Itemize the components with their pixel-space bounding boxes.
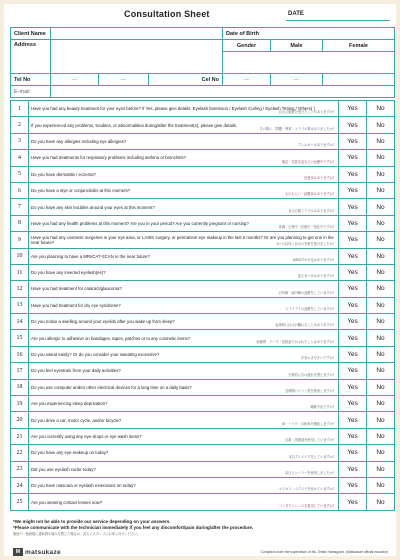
question-number: 8 [11, 215, 29, 231]
question-row [11, 248, 395, 264]
yes-option[interactable]: Yes [339, 379, 367, 395]
question-row [11, 428, 395, 444]
no-option[interactable]: No [367, 264, 395, 280]
yes-option[interactable]: Yes [339, 445, 367, 461]
question-text [29, 428, 339, 444]
question-japanese: 逆さまつげはありますか？ [297, 274, 336, 279]
no-option[interactable]: No [367, 297, 395, 313]
yes-option[interactable]: Yes [339, 150, 367, 166]
question-row [11, 363, 395, 379]
question-number: 14 [11, 314, 29, 330]
question-number: 20 [11, 412, 29, 428]
yes-option[interactable]: Yes [339, 396, 367, 412]
date-of-birth-label: Date of Birth [223, 28, 395, 40]
email-label: E-mail [11, 86, 51, 98]
question-japanese: 喘息・気管支炎などの治療中ですか？ [281, 159, 336, 164]
no-option[interactable]: No [367, 248, 395, 264]
question-row [11, 264, 395, 280]
question-japanese: 睡眠不足ですか？ [310, 405, 336, 410]
logo-mark-icon: M [13, 548, 23, 556]
male-option[interactable]: Male [271, 40, 323, 52]
gender-label: Gender [223, 40, 271, 52]
consultation-sheet [4, 4, 396, 556]
question-text [29, 133, 339, 149]
question-text [29, 150, 339, 166]
cel-dash-2: — [271, 74, 323, 86]
yes-option[interactable]: Yes [339, 412, 367, 428]
question-number: 5 [11, 166, 29, 182]
yes-option[interactable]: Yes [339, 166, 367, 182]
email-field[interactable] [51, 86, 395, 98]
question-text [29, 379, 339, 395]
question-row [11, 232, 395, 248]
question-text [29, 117, 339, 133]
question-japanese: ものもらい・結膜炎はありますか？ [285, 192, 336, 197]
question-japanese: 体調・生理中・妊娠中・授乳中ですか？ [278, 225, 336, 230]
no-option[interactable]: No [367, 477, 395, 493]
yes-option[interactable]: Yes [339, 461, 367, 477]
tel-no-label: Tel No [11, 74, 51, 86]
yes-option[interactable]: Yes [339, 297, 367, 313]
no-option[interactable]: No [367, 445, 395, 461]
question-number: 18 [11, 379, 29, 395]
question-row [11, 330, 395, 346]
question-english: Did you use eyelash curler today? [31, 466, 96, 472]
question-japanese: マスカラ・エクステを付けていますか？ [278, 487, 336, 492]
female-option[interactable]: Female [323, 40, 395, 52]
logo [13, 548, 61, 556]
tel-dash-1: — [51, 74, 99, 86]
question-row [11, 117, 395, 133]
question-number: 9 [11, 232, 29, 248]
question-japanese: 車・バイク・自転車を運転しますか？ [281, 421, 336, 426]
question-row [11, 461, 395, 477]
no-option[interactable]: No [367, 494, 395, 510]
yes-option[interactable]: Yes [339, 281, 367, 297]
yes-option[interactable]: Yes [339, 363, 367, 379]
question-english: Do you use computer and/or other electrical devices for a long time on a daily basis? [31, 384, 192, 390]
question-english: Are you allergic to adhesive on bandages, tapes, patches or to any cosmetic items? [31, 335, 191, 341]
question-number: 1 [11, 101, 29, 117]
question-japanese: 長時間パソコン等を使用しますか？ [285, 389, 336, 394]
yes-option[interactable]: Yes [339, 133, 367, 149]
yes-option[interactable]: Yes [339, 215, 367, 231]
yes-option[interactable]: Yes [339, 477, 367, 493]
question-number: 2 [11, 117, 29, 133]
question-text [29, 264, 339, 280]
question-japanese: 皮膚炎はありますか？ [304, 175, 336, 180]
question-number: 3 [11, 133, 29, 149]
no-option[interactable]: No [367, 379, 395, 395]
question-number: 17 [11, 363, 29, 379]
question-english: Do you notice a swelling around your eyelids after you wake up from sleep? [31, 319, 175, 325]
question-row [11, 182, 395, 198]
question-row [11, 346, 395, 362]
question-japanese: 目元の施術を受けたことがありますか？ [278, 110, 336, 115]
no-option[interactable]: No [367, 150, 395, 166]
question-row [11, 101, 395, 117]
footer-note-3: 施術中・施術後に違和感や痛みを感じた場合は、直ちにスタッフにお申し付けください。 [13, 532, 141, 536]
question-japanese: 日常的に目の疲れを感じますか？ [288, 372, 336, 377]
question-row [11, 150, 395, 166]
question-text [29, 166, 339, 182]
yes-option[interactable]: Yes [339, 494, 367, 510]
yes-option[interactable]: Yes [339, 330, 367, 346]
question-english: Have you had treatment for dry eye syndrome? [31, 302, 121, 308]
question-text [29, 248, 339, 264]
question-english: Are you experiencing sleep deprivation? [31, 401, 108, 407]
question-english: Have you had treatment for cataract/glaucoma? [31, 286, 122, 292]
logo-text: matsukaze [25, 548, 61, 556]
question-english: Do you have any allergies including eye allergies? [31, 138, 127, 144]
question-text [29, 281, 339, 297]
client-name-field[interactable] [51, 28, 223, 40]
cel-dash-1: — [223, 74, 271, 86]
question-text [29, 461, 339, 477]
question-number: 19 [11, 396, 29, 412]
question-japanese: その際に、問題・異常・トラブル等はありましたか？ [259, 126, 336, 131]
question-text [29, 477, 339, 493]
no-option[interactable]: No [367, 396, 395, 412]
question-row [11, 133, 395, 149]
question-japanese: ドライアイの治療をしていますか？ [285, 307, 336, 312]
question-text [29, 232, 339, 248]
no-option[interactable]: No [367, 101, 395, 117]
question-text [29, 445, 339, 461]
no-option[interactable]: No [367, 428, 395, 444]
yes-option[interactable]: Yes [339, 182, 367, 198]
question-text [29, 297, 339, 313]
question-number: 13 [11, 297, 29, 313]
question-text [29, 396, 339, 412]
question-text [29, 314, 339, 330]
question-text [29, 101, 339, 117]
question-english: Do you have any skin troubles around your eyes at this moment? [31, 204, 155, 210]
question-text [29, 346, 339, 362]
footer-note-1: *We might not be able to provide our service depending on your answers. [13, 519, 171, 524]
question-japanese: コンタクトレンズを着用していますか？ [278, 503, 336, 508]
no-option[interactable]: No [367, 363, 395, 379]
question-japanese: 汗をかきやすいですか？ [300, 356, 336, 361]
no-option[interactable]: No [367, 215, 395, 231]
yes-option[interactable]: Yes [339, 314, 367, 330]
address-label: Address [11, 40, 51, 74]
question-japanese: 6ヶ月以内に目元の手術を受けましたか？ [276, 241, 336, 246]
no-option[interactable]: No [367, 461, 395, 477]
question-english: Are you planning to have a MRI/CAT-SCAN in the near future? [31, 253, 150, 259]
question-number: 10 [11, 248, 29, 264]
address-field[interactable] [51, 40, 223, 74]
no-option[interactable]: No [367, 330, 395, 346]
no-option[interactable]: No [367, 346, 395, 362]
question-row [11, 445, 395, 461]
question-row [11, 477, 395, 493]
question-row [11, 379, 395, 395]
question-english: Are you currently using any eye-drops or eye wash items? [31, 434, 142, 439]
question-japanese: MRI/CTの予定はありますか？ [293, 257, 336, 262]
question-row [11, 314, 395, 330]
question-japanese: 目元の肌トラブルはありますか？ [288, 208, 336, 213]
question-number: 21 [11, 428, 29, 444]
question-row [11, 297, 395, 313]
question-english: Do you feel eyestrain from your daily activities? [31, 368, 121, 374]
no-option[interactable]: No [367, 166, 395, 182]
question-english: Do you drive a car, motor cycle, and/or bicycle? [31, 417, 122, 423]
no-option[interactable]: No [367, 281, 395, 297]
yes-option[interactable]: Yes [339, 428, 367, 444]
question-row [11, 281, 395, 297]
question-text [29, 215, 339, 231]
question-text [29, 494, 339, 510]
date-field[interactable] [286, 20, 390, 21]
yes-option[interactable]: Yes [339, 199, 367, 215]
question-row [11, 494, 395, 510]
question-english: Do you have any eye-makeup on today? [31, 450, 109, 456]
title-row [4, 9, 396, 23]
question-row [11, 166, 395, 182]
question-row [11, 412, 395, 428]
credit-text: Compiled under the supervision of Ms. Emiko Yamaguchi. (Matsukaze official educator) [260, 550, 388, 554]
date-label: DATE [288, 11, 304, 17]
questions-table [10, 100, 395, 511]
yes-option[interactable]: Yes [339, 248, 367, 264]
question-row [11, 396, 395, 412]
yes-option[interactable]: Yes [339, 232, 367, 248]
question-text [29, 412, 339, 428]
no-option[interactable]: No [367, 314, 395, 330]
question-japanese: アレルギーはありますか？ [297, 143, 336, 148]
question-number: 22 [11, 445, 29, 461]
gender-blank [223, 52, 395, 74]
page-title: Consultation Sheet [124, 9, 210, 19]
question-english: Have you had treatments for respiratory problems including asthma or bronchitis? [31, 155, 187, 161]
no-option[interactable]: No [367, 412, 395, 428]
question-english: Have you had any cosmetic surgeries in your eye area, or LASIK surgery, or permanent eye makeup in the last 6 months? Or are you planning to get one in the near future? [31, 234, 334, 245]
no-option[interactable]: No [367, 182, 395, 198]
yes-option[interactable]: Yes [339, 264, 367, 280]
question-english: Do you have mascara or eyelash extensions on today? [31, 483, 136, 489]
cel-no-field[interactable] [323, 74, 395, 86]
question-number: 12 [11, 281, 29, 297]
question-japanese: 本日ビューラーを使用しましたか？ [285, 470, 336, 475]
question-english: Are you wearing contact lenses now? [31, 499, 103, 505]
question-japanese: 白内障・緑内障の治療をしていますか？ [278, 290, 336, 295]
question-number: 11 [11, 264, 29, 280]
footer-note-2: *Please communicate with the technician immediately if you feel any discomfort/pain during/after the procedure. [13, 525, 254, 530]
tel-dash-2: — [99, 74, 149, 86]
question-english: Have you had any beauty treatment for your eyes before? If Yes, please give details: Eyelash Extension / Eyelash Curling / Eyelash Tinting / Others( ) [31, 106, 315, 112]
no-option[interactable]: No [367, 117, 395, 133]
question-english: If you experienced any problems, troubles, or abnormalities during/after the treatment(s), please give details. [31, 122, 238, 128]
yes-option[interactable]: Yes [339, 117, 367, 133]
question-row [11, 199, 395, 215]
question-text [29, 363, 339, 379]
question-number: 25 [11, 494, 29, 510]
question-english: Do you have dermatitis / eczema? [31, 171, 96, 177]
question-english: Do you have a stye or conjunctivitis at this moment? [31, 188, 131, 194]
question-text [29, 330, 339, 346]
question-number: 23 [11, 461, 29, 477]
question-number: 4 [11, 150, 29, 166]
question-number: 15 [11, 330, 29, 346]
question-english: Do you have any inverted eyelash(es)? [31, 270, 106, 276]
question-number: 24 [11, 477, 29, 493]
no-option[interactable]: No [367, 199, 395, 215]
question-number: 16 [11, 346, 29, 362]
question-number: 6 [11, 182, 29, 198]
question-number: 7 [11, 199, 29, 215]
question-english: Have you had any health problems at this moment? Are you in your period? Are you currently pregnant or nursing? [31, 220, 249, 226]
client-info-table [10, 27, 395, 98]
yes-option[interactable]: Yes [339, 346, 367, 362]
no-option[interactable]: No [367, 232, 395, 248]
yes-option[interactable]: Yes [339, 101, 367, 117]
client-name-label: Client Name [11, 28, 51, 40]
question-japanese: 本日アイメイクをしていますか？ [288, 454, 336, 459]
question-row [11, 215, 395, 231]
question-text [29, 182, 339, 198]
question-text [29, 199, 339, 215]
question-english: Do you sweat easily? Or do you consider your sweating excessive? [31, 352, 160, 358]
question-japanese: 目薬・洗眼剤を使用していますか？ [285, 438, 336, 443]
question-japanese: 起床時に目元が腫れることはありますか？ [275, 323, 336, 328]
no-option[interactable]: No [367, 133, 395, 149]
question-japanese: 絆創膏・テープ・化粧品でかぶれたことはありますか？ [256, 339, 336, 344]
cel-no-label: Cel No [149, 74, 223, 86]
